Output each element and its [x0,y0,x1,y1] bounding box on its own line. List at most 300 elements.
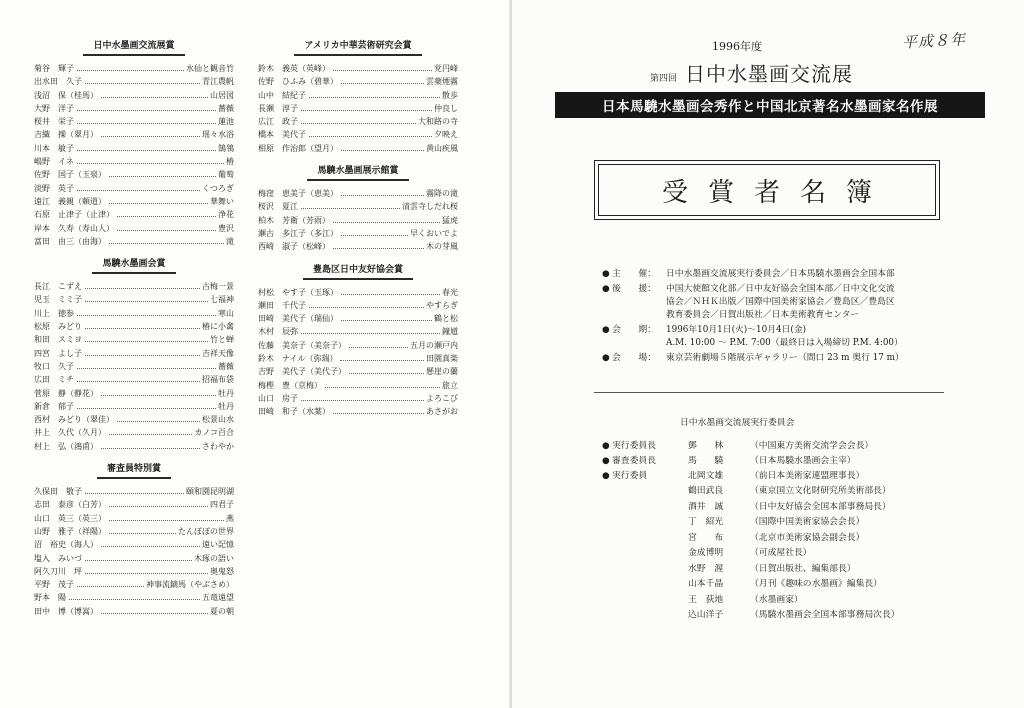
artwork-title: 葡萄 [218,170,234,180]
leader-dots [101,448,200,449]
artwork-title: 奥鬼怒 [210,566,234,576]
leader-dots [341,294,440,295]
leader-dots [85,355,200,356]
award-section-title [34,258,234,274]
winner-name: 広田 ミチ [34,375,74,385]
artwork-title: 古梅一景 [202,282,234,292]
award-column-left [34,40,234,628]
award-entry [34,320,234,333]
edition-number: 第四回 [650,74,678,84]
committee-member-org: （月刊《趣味の水墨画》編集長） [750,579,882,590]
award-entry [34,293,234,306]
info-label [602,352,666,365]
leader-dots [117,216,216,217]
leader-dots [117,421,200,422]
exhibition-year: 1996年度 [712,40,762,53]
info-value [666,268,982,281]
leader-dots [77,110,216,111]
leader-dots [85,301,208,302]
info-value-line: 日中水墨画交流展実行委員会／日本馬驍水墨画会全国本部 [666,269,895,279]
info-value-line: 1996年10月1日(火)〜10月4日(金) [666,325,807,335]
winner-name: 山口 英三（英三） [34,513,106,523]
leader-dots [301,123,416,124]
award-entry [258,286,458,299]
artwork-title: 遠い記憶 [202,540,234,550]
artwork-title: たんぽぽの世界 [178,526,234,536]
award-entry [34,591,234,604]
award-section-title [34,463,234,479]
artwork-title: 清雲寺しだれ桜 [402,202,458,212]
artwork-title: 招福布袋 [202,375,234,385]
leader-dots [341,320,432,321]
leader-dots [301,110,432,111]
winner-name: 川本 敏子 [34,143,74,153]
award-entry [34,128,234,141]
artwork-title: やすらぎ [426,300,458,310]
award-entry [34,102,234,115]
award-entry [34,440,234,453]
committee-member [688,470,982,483]
award-entry [34,89,234,102]
exhibition-info [602,268,982,367]
award-entry [258,227,458,240]
winner-name: 淡野 英子 [34,183,74,193]
artwork-title: 四君子 [210,500,234,510]
award-section-title-text: 馬驍水墨画会賞 [92,258,175,274]
committee-member-name: 酒井 誠 [688,501,724,512]
leader-dots [341,195,424,196]
artwork-title: 牡丹 [218,401,234,411]
award-entry-list [34,280,234,453]
info-label [602,283,666,322]
leader-dots [349,373,424,374]
leader-dots [109,243,224,244]
committee-member-org: （中国東方美術交流学会会長） [750,441,874,451]
committee-member-name: 金成博明 [688,548,724,559]
info-label-text [612,268,656,281]
award-entry [34,360,234,373]
info-label-text [612,283,656,322]
award-entry [258,142,458,155]
award-entry [258,299,458,312]
winner-name: 梅樫 豊（京梅） [258,380,322,390]
award-entry [34,115,234,128]
committee-role-text: 実行委員 [612,471,648,481]
handwritten-note: 平成８年 [901,30,967,52]
winner-name: 長江 こずえ [34,282,82,292]
artwork-title: 鶴と松 [434,314,458,324]
leader-dots [85,328,200,329]
committee-member-name: 込山洋子 [688,609,724,620]
award-section-title-text: 豊島区日中友好協会賞 [303,264,413,280]
artwork-title: よろこび [426,393,458,403]
artwork-title: 薔薇 [218,103,234,113]
winner-name: 志田 泰彦（白芳） [34,500,106,510]
winner-name: 山野 雅子（祥陽） [34,526,106,536]
info-value [666,324,982,350]
leader-dots [77,163,224,164]
award-entry [258,240,458,253]
committee-member [688,532,982,545]
committee-list [602,440,982,626]
artwork-title: 頤和園昆明湖 [186,487,234,497]
winner-name: 新倉 郁子 [34,401,74,411]
winner-name: 長瀬 淳子 [258,103,298,113]
award-section-title-text: アメリカ中華芸術研究会賞 [294,40,421,56]
winner-name: 大野 洋子 [34,103,74,113]
artwork-title: 神事流鏑馬（やぶさめ） [146,580,234,590]
artwork-title: 吉祥天像 [202,348,234,358]
info-row [602,352,982,365]
award-entry-list [258,286,458,419]
info-label-char: 会 [612,353,621,363]
committee-member-name: 丁 紹光 [688,517,724,528]
committee-member-org: （馬驍水墨画会全国本部事務局次長） [750,609,900,620]
winner-name: 山口 房子 [258,393,298,403]
info-label-char: 主 [612,269,621,279]
award-section-title-text: 馬驍水墨画展示館賞 [307,165,408,181]
committee-member-org: （北京市美術家協会副会長） [750,532,865,543]
award-entry [34,195,234,208]
leader-dots [301,333,440,334]
artwork-title: 鐘馗 [442,327,458,337]
committee-member [688,516,982,529]
winner-name: 西村 みどり（翠佳） [34,415,114,425]
leader-dots [77,123,216,124]
leader-dots [309,136,432,137]
leader-dots [109,434,192,435]
artwork-title: 燕 [226,513,234,523]
committee-member-org: （可成屋社長） [750,548,812,559]
award-entry [34,538,234,551]
award-entry [258,200,458,213]
award-entry [34,182,234,195]
winner-name: 遠江 義親（頼道） [34,196,106,206]
committee-member-name: 宮 布 [688,532,724,543]
leader-dots [340,360,424,361]
info-value [666,283,982,322]
leader-dots [309,97,440,98]
info-label-text [612,352,656,365]
main-title-frame [594,160,940,220]
info-label-char: 会 [612,325,621,335]
committee-role [602,440,688,453]
winner-name: 菊谷 輝子 [34,64,74,73]
award-entry [34,605,234,618]
info-value-line: 東京芸術劇場５階展示ギャラリー（間口 23 m 奥行 17 m） [666,353,904,363]
leader-dots [333,70,432,71]
award-section-title [258,264,458,280]
award-entry [34,347,234,360]
leader-dots [109,203,208,204]
artwork-title: 木琢の語い [194,553,234,563]
info-label-char: 期： [638,325,656,335]
award-section-title [34,40,234,56]
bullet-icon: ● [602,269,610,279]
winner-name: 出水田 久子 [34,77,82,87]
winner-name: 井上 久代（久月） [34,428,106,438]
winner-name: 平野 茂子 [34,580,74,590]
artwork-title: 松景山水 [202,415,234,425]
committee-member [688,501,982,514]
leader-dots [77,586,144,587]
award-entry-list [34,62,234,248]
winner-name: 橋本 美代子 [258,130,306,140]
committee-member [688,594,982,607]
winner-name: 村松 やす子（玉琢） [258,287,338,297]
artwork-title: くつろぎ [202,183,234,193]
award-entry [258,128,458,141]
artwork-title: 山居図 [210,90,234,100]
leader-dots [77,368,216,369]
info-value-line: 中国大使館文化部／日中友好協会全国本部／日中文化交流 [666,284,895,294]
committee-member-name: 北岡文雄 [688,471,724,481]
award-entry [34,498,234,511]
artwork-title: 牡丹 [218,388,234,398]
winner-name: 牧口 久子 [34,361,74,371]
award-entry [34,222,234,235]
info-label [602,324,666,350]
leader-dots [117,230,216,231]
leader-dots [69,599,200,600]
info-row [602,324,982,350]
artwork-title: 春光 [442,287,458,297]
winner-name: 山中 結紀子 [258,90,306,100]
committee-member-name: 馬 驍 [688,456,724,466]
leader-dots [101,395,216,396]
award-section-title [258,40,458,56]
artwork-title: 猛虎 [442,215,458,225]
leader-dots [77,190,200,191]
main-title: 受賞者名簿 [598,164,936,216]
artwork-title: 瑶々水浴 [202,130,234,140]
leader-dots [341,150,424,151]
committee-member-org: （国際中国美術家協会会長） [750,517,865,528]
award-section-title-text: 日中水墨画交流展賞 [83,40,184,56]
committee-member [688,578,982,591]
committee-leader [602,455,982,468]
artwork-title: 黄山疾風 [426,143,458,153]
bullet-icon: ● [602,325,610,335]
committee-member-name: 水野 渥 [688,563,724,574]
winner-name: 佐野 国子（玉泉） [34,170,106,180]
leader-dots [309,307,424,308]
award-entry [34,235,234,248]
award-entry [34,426,234,439]
award-entry [34,62,234,75]
artwork-title: 雲薬煙霧 [426,77,458,87]
artwork-title: 椿 [226,157,234,167]
award-entry [258,89,458,102]
award-entry [34,208,234,221]
winner-name: 塩入 みいづ [34,553,82,563]
leader-dots [101,613,208,614]
award-entry [258,339,458,352]
leader-dots [85,83,200,84]
committee-role [602,470,688,624]
artwork-title: 五月の瀬戸内 [410,340,458,350]
info-row [602,268,982,281]
award-entry [34,142,234,155]
committee-member-org: （日中友好協会全国本部事務局長） [750,501,891,512]
leader-dots [341,235,408,236]
award-entry [258,115,458,128]
artwork-title: 仲良し [434,103,458,113]
artwork-title: 散歩 [442,90,458,100]
winner-name: 浅沼 保（桂馬） [34,90,98,100]
award-entry [258,62,458,75]
award-section-title [258,165,458,181]
winner-name: 和田 スミヨ [34,335,82,345]
award-entry [258,352,458,365]
award-entry [34,280,234,293]
award-entry [258,392,458,405]
leader-dots [77,150,216,151]
award-entry [34,373,234,386]
winner-name: 佐野 ひふみ（碧華） [258,77,338,87]
award-column-right [258,40,458,429]
info-label-char: 後 [612,284,621,294]
winner-name: 吉織 操（翠月） [34,130,98,140]
award-entry-list [258,187,458,253]
exhibition-title: 日中水墨画交流展 [685,62,854,86]
info-value-line: 協会／ＮＨＫ出版／国際中国美術家協会／豊島区／豊島区 [666,297,895,307]
winner-name: 西崎 淑子（松峰） [258,242,330,252]
award-entry [258,75,458,88]
winner-name: 岸本 久寿（寿山人） [34,223,114,233]
award-entry [34,400,234,413]
leader-dots [85,341,208,342]
committee-member-org: （日本馬驍水墨画会主宰） [750,456,856,466]
bullet-icon: ● [602,456,610,466]
leader-dots [85,560,192,561]
artwork-title: 竹と蝉 [210,335,234,345]
artwork-title: 田園真楽 [426,354,458,364]
winner-name: 松原 みどり [34,322,82,332]
artwork-title: 夕映え [434,130,458,140]
leader-dots [77,70,184,71]
committee-leader [602,440,982,453]
artwork-title: 旅立 [442,380,458,390]
award-entry [258,214,458,227]
bullet-icon: ● [602,284,610,294]
artwork-title: 早くおいでよ [410,228,458,238]
leader-dots [77,315,216,316]
winner-name: 沼 裕史（海人） [34,540,98,550]
artwork-title: 浄花 [218,210,234,220]
info-label [602,268,666,281]
winner-name: 広江 政子 [258,117,298,127]
award-entry [258,365,458,378]
committee-member [688,485,982,498]
award-entry [34,565,234,578]
award-entry [34,578,234,591]
winner-name: 桜沢 夏江 [258,202,298,212]
committee-role-text: 実行委員長 [612,441,656,451]
award-entry [34,307,234,320]
winner-name: 村上 弘（鴻甫） [34,441,98,451]
winner-name: 梅窪 恵美子（恵美） [258,189,338,199]
artwork-title: 鵠鴒 [218,143,234,153]
award-entry [34,387,234,400]
leader-dots [109,520,224,521]
artwork-title: 党円峰 [434,64,458,73]
winner-name: 阿久刀川 坪 [34,566,82,576]
committee-member-name: 鄧 林 [688,441,724,451]
committee-member-org: （東京国立文化財研究所美術部長） [750,486,891,497]
winner-name: 富田 由三（由海） [34,236,106,246]
artwork-title: 大和路の寺 [418,117,458,127]
winner-name: 嶋野 イネ [34,157,74,167]
committee-member [688,563,982,576]
subtitle-banner: 日本馬驍水墨画会秀作と中国北京著名水墨画家名作展 [555,92,985,118]
artwork-title: 木の芽風 [426,242,458,252]
leader-dots [325,387,440,388]
committee-member-name: 山本千晶 [688,579,724,590]
award-entry [34,75,234,88]
leader-dots [333,413,424,414]
artwork-title: カノコ百合 [194,428,234,438]
winner-name: 石原 止津子（止津） [34,210,114,220]
committee-role [602,455,688,468]
award-entry [258,187,458,200]
award-entry [258,325,458,338]
award-entry [258,379,458,392]
info-value-line: 教育委員会／日賀出版社／日本美術教育センター [666,310,860,320]
award-entry [258,405,458,418]
artwork-title: 水仙と観音竹 [186,64,234,73]
committee-member [688,547,982,560]
bullet-icon: ● [602,353,610,363]
award-entry [258,102,458,115]
winner-name: 菅原 静（静花） [34,388,98,398]
committee-role-text: 審査委員長 [612,456,656,466]
award-entry [34,512,234,525]
leader-dots [333,248,424,249]
exhibition-heading [650,58,853,87]
award-entry-list [258,62,458,155]
leader-dots [101,136,200,137]
winner-name: 相原 作治郎（望月） [258,143,338,153]
award-entry [34,413,234,426]
info-label-text [612,324,656,350]
winner-name: 田中 博（博嵩） [34,606,98,616]
leader-dots [101,546,200,547]
leader-dots [109,533,176,534]
award-entry [34,525,234,538]
artwork-title: 五竜遠望 [202,593,234,603]
winner-name: 吉野 美代子（美代子） [258,367,346,377]
leader-dots [85,288,200,289]
info-label-char: 場： [638,353,656,363]
committee-members-row [602,470,982,624]
leader-dots [85,573,208,574]
committee-title: 日中水墨画交流展実行委員会 [680,418,795,428]
artwork-title: さわやか [202,441,234,451]
artwork-title: 七福神 [210,295,234,305]
artwork-title: 青江農帆 [202,77,234,87]
award-entry [34,155,234,168]
leader-dots [77,381,200,382]
winner-name: 桜井 栄子 [34,117,74,127]
leader-dots [341,83,424,84]
winner-name: 瀬古 多江子（多江） [258,228,338,238]
bullet-icon: ● [602,441,610,451]
winner-name: 野本 陽 [34,593,66,603]
info-label-char: 催： [638,269,656,279]
info-value [666,352,982,365]
committee-member [688,609,982,622]
